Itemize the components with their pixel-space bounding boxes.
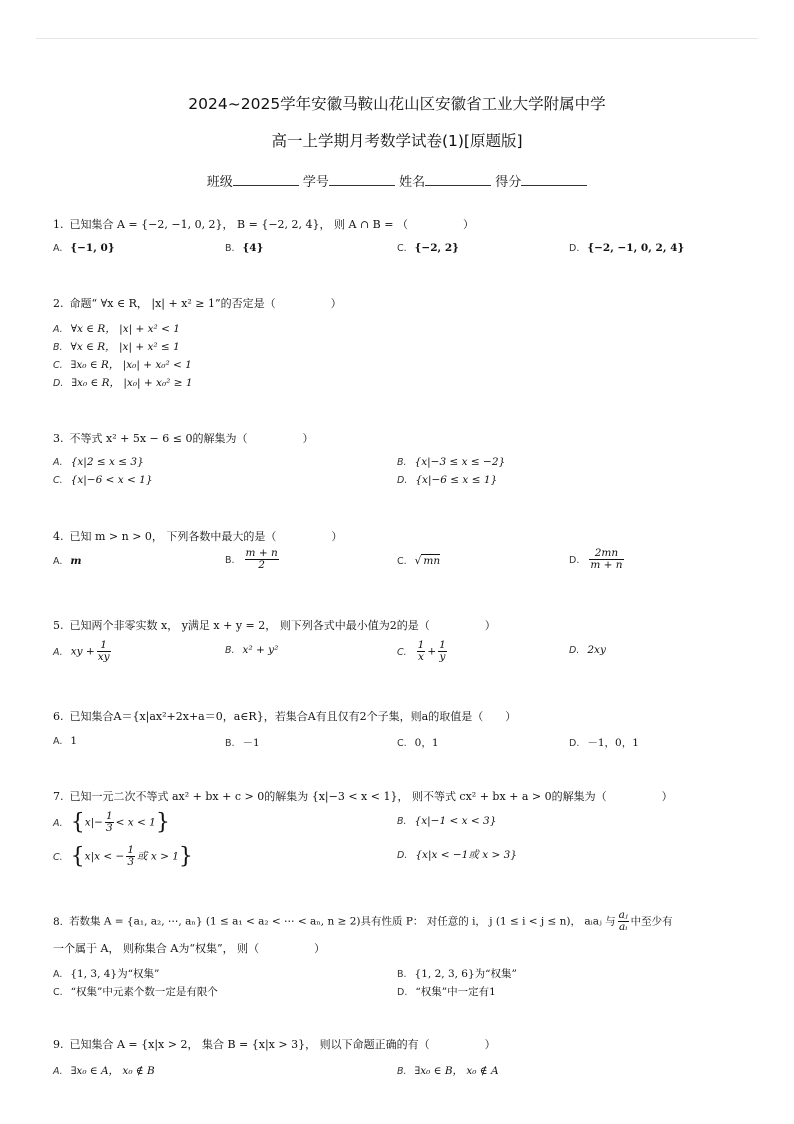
fraction: $\frac{1}{xy}$ — [97, 639, 110, 664]
fraction: $\frac{1}{y}$ — [439, 639, 446, 664]
option-4d[interactable]: D. $\frac{2mn}{m + n}$ — [569, 547, 623, 572]
option-1d[interactable]: D. {−2, −1, 0, 2, 4} — [569, 242, 685, 254]
question-stem: 已知两个非零实数 x， y满足 x + y = 2， 则下列各式中最小值为2的是（ ） — [69, 619, 496, 632]
option-7d[interactable]: D. {x|x < −1或 x > 3} — [397, 849, 517, 861]
option-7b[interactable]: B. {x|−1 < x < 3} — [397, 815, 497, 827]
right-brace-icon: } — [178, 844, 193, 869]
option-5c[interactable]: C. $\frac{1}{x}$ + $\frac{1}{y}$ — [397, 639, 446, 664]
option-4c[interactable]: C. √ mn — [397, 555, 441, 567]
option-6a[interactable]: A. 1 — [53, 735, 78, 747]
name-blank[interactable] — [425, 173, 491, 186]
option-3b[interactable]: B. {x|−3 ≤ x ≤ −2} — [397, 456, 506, 468]
question-7 — [53, 788, 673, 804]
header-rule — [36, 38, 758, 39]
fraction: $\frac{m + n}{2}$ — [245, 547, 278, 572]
option-2b[interactable]: B. ∀x ∈ R， |x| + x² ≤ 1 — [53, 341, 180, 353]
fraction: $\frac{\text{aⱼ}}{\text{aᵢ}}$ — [618, 909, 628, 934]
right-brace-icon: } — [155, 810, 170, 835]
fraction: $\frac{1}{x}$ — [417, 639, 425, 664]
option-2d[interactable]: D. ∃x₀ ∈ R， |x₀| + x₀² ≥ 1 — [53, 377, 193, 389]
student-id-blank[interactable] — [329, 173, 395, 186]
question-9 — [53, 1036, 496, 1052]
left-brace-icon: { — [70, 844, 85, 869]
option-7c[interactable]: C. {x|x < − $\frac{1}{3}$ 或 x > 1} — [53, 843, 193, 869]
question-stem: 已知一元二次不等式 ax² + bx + c > 0的解集为 {x|−3 < x < 1}， 则不等式 cx² + bx + a > 0的解集为（ ） — [69, 790, 673, 803]
option-2c[interactable]: C. ∃x₀ ∈ R， |x₀| + x₀² < 1 — [53, 359, 192, 371]
name-label: 姓名 — [399, 175, 426, 190]
question-stem: 不等式 x² + 5x − 6 ≤ 0的解集为（ ） — [69, 432, 314, 445]
question-number: 8. — [53, 915, 64, 928]
option-5d[interactable]: D. 2xy — [569, 644, 606, 656]
option-5a[interactable]: A. xy + $\frac{1}{xy}$ — [53, 639, 110, 664]
option-9a[interactable]: A. ∃x₀ ∈ A， x₀ ∉ B — [53, 1065, 155, 1077]
question-8-line2: 一个属于 A， 则称集合 A为“权集”， 则（ ） — [53, 942, 326, 955]
option-6c[interactable]: C. 0，1 — [397, 737, 439, 749]
option-3c[interactable]: C. {x|−6 < x < 1} — [53, 474, 153, 486]
option-1c[interactable]: C. {−2, 2} — [397, 242, 459, 254]
question-5 — [53, 617, 496, 633]
question-number: 3. — [53, 432, 64, 445]
option-4b[interactable]: B. $\frac{m + n}{2}$ — [225, 547, 278, 572]
option-5b[interactable]: B. x² + y² — [225, 644, 279, 656]
question-3 — [53, 430, 313, 446]
exam-title-line1: 2024~2025学年安徽马鞍山花山区安徽省工业大学附属中学 — [188, 95, 606, 113]
score-label: 得分 — [495, 175, 522, 190]
question-2 — [53, 295, 342, 311]
option-9b[interactable]: B. ∃x₀ ∈ B， x₀ ∉ A — [397, 1065, 499, 1077]
question-stem: 已知集合 A = {x|x > 2， 集合 B = {x|x > 3}， 则以下命题正确的有（ ） — [69, 1038, 496, 1051]
question-stem: 命题“ ∀x ∈ R， |x| + x² ≥ 1”的否定是（ ） — [69, 297, 342, 310]
question-stem: 已知集合 A = {−2, −1, 0, 2}， B = {−2, 2, 4}， 则 A ∩ B = （ ） — [69, 218, 474, 231]
question-number: 5. — [53, 619, 64, 632]
question-6 — [53, 708, 516, 724]
question-number: 2. — [53, 297, 64, 310]
question-4 — [53, 528, 342, 544]
exam-title-line2: 高一上学期月考数学试卷(1)[原题版] — [271, 132, 523, 150]
option-3a[interactable]: A. {x|2 ≤ x ≤ 3} — [53, 456, 144, 468]
option-8c[interactable]: C. “权集”中元素个数一定是有限个 — [53, 986, 218, 998]
option-7a[interactable]: A. {x|− $\frac{1}{3}$ < x < 1} — [53, 809, 170, 835]
question-number: 4. — [53, 530, 64, 543]
fraction: $\frac{2mn}{m + n}$ — [590, 547, 623, 572]
option-6b[interactable]: B. －1 — [225, 737, 260, 749]
question-number: 1. — [53, 218, 64, 231]
option-8b[interactable]: B. {1, 2, 3, 6}为“权集” — [397, 968, 517, 980]
question-stem: 若数集 A = {a₁, a₂, ⋯, aₙ} (1 ≤ a₁ < a₂ < ⋯ < aₙ, n ≥ 2)具有性质 P： 对任意的 i， j (1 ≤ i < j ≤ n)， aᵢaⱼ 与 — [69, 915, 616, 928]
question-number: 9. — [53, 1038, 64, 1051]
option-8a[interactable]: A. {1, 3, 4}为“权集” — [53, 968, 160, 980]
option-4a[interactable]: A. m — [53, 555, 82, 567]
question-stem: 已知 m > n > 0， 下列各数中最大的是（ ） — [69, 530, 343, 543]
student-id-label: 学号 — [302, 175, 329, 190]
option-8d[interactable]: D. “权集”中一定有1 — [397, 986, 496, 998]
option-2a[interactable]: A. ∀x ∈ R， |x| + x² < 1 — [53, 323, 180, 335]
student-info-row — [0, 171, 794, 190]
score-blank[interactable] — [521, 173, 587, 186]
fraction: $\frac{1}{3}$ — [105, 809, 113, 834]
fraction: $\frac{1}{3}$ — [127, 843, 134, 868]
question-number: 7. — [53, 790, 64, 803]
question-number: 6. — [53, 710, 64, 723]
question-1 — [53, 216, 474, 232]
class-blank[interactable] — [233, 173, 299, 186]
left-brace-icon: { — [70, 810, 85, 835]
question-8: 8. 若数集 A = {a₁, a₂, ⋯, aₙ} (1 ≤ a₁ < a₂ < ⋯ < aₙ, n ≥ 2)具有性质 P： 对任意的 i， j (1 ≤ i < j ≤ n)， aᵢaⱼ 与 $\frac{\text{aⱼ}}{\text{aᵢ}}$ 中至少有 — [53, 909, 673, 934]
option-1b[interactable]: B. {4} — [225, 242, 264, 254]
option-6d[interactable]: D. －1，0，1 — [569, 737, 639, 749]
class-label: 班级 — [206, 175, 233, 190]
sqrt-sign: √ — [414, 555, 422, 567]
option-1a[interactable]: A. {−1, 0} — [53, 242, 115, 254]
question-stem: 已知集合A＝{x|ax²+2x+a＝0，a∈R}，若集合A有且仅有2个子集，则a的取值是（ ） — [69, 710, 517, 723]
option-3d[interactable]: D. {x|−6 ≤ x ≤ 1} — [397, 474, 498, 486]
